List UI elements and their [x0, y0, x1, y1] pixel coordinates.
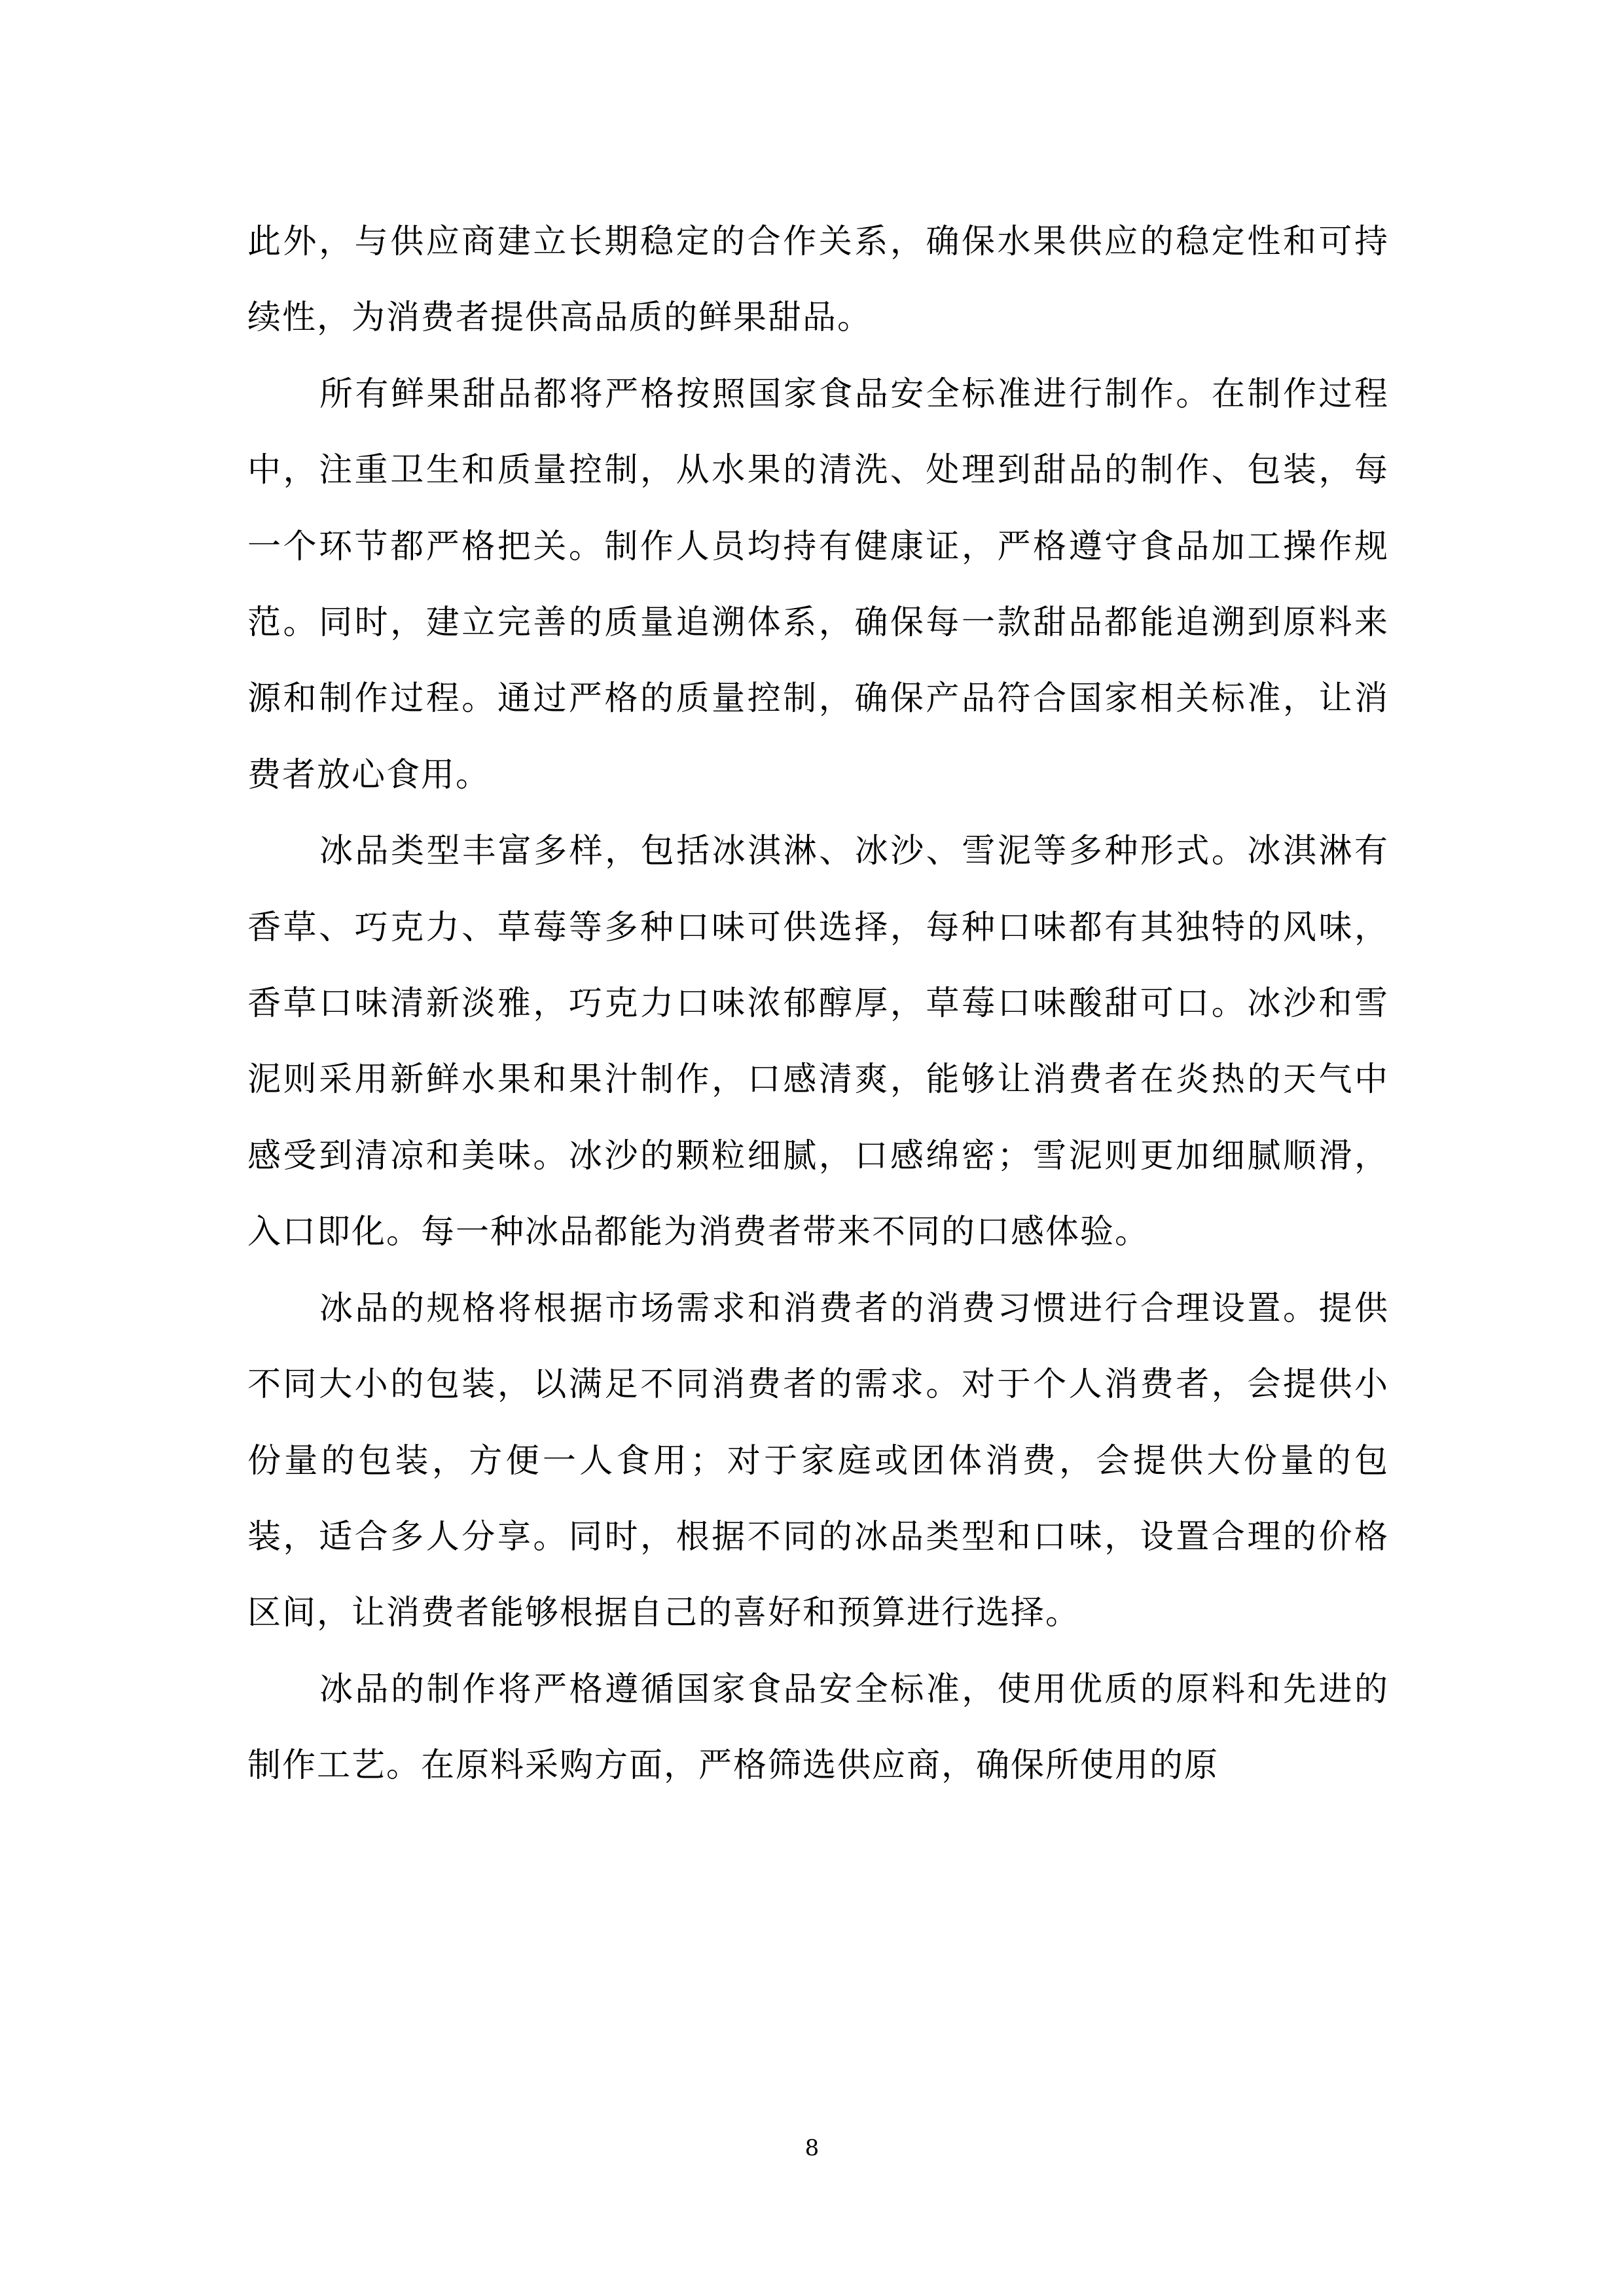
paragraph-5: 冰品的制作将严格遵循国家食品安全标准，使用优质的原料和先进的制作工艺。在原料采购方面，严格筛选供应商，确保所使用的原 [247, 1670, 1389, 1785]
page-number: 8 [804, 2135, 820, 2161]
paragraph-3: 冰品类型丰富多样，包括冰淇淋、冰沙、雪泥等多种形式。冰淇淋有香草、巧克力、草莓等多种口味可供选择，每种口味都有其独特的风味，香草口味清新淡雅，巧克力口味浓郁醇厚，草莓口味酸甜可口。冰沙和雪泥则采用新鲜水果和果汁制作，口感清爽，能够让消费者在炎热的天气中感受到清凉和美味。冰沙的颗粒细腻，口感绵密；雪泥则更加细腻顺滑，入口即化。每一种冰品都能为消费者带来不同的口感体验。 [247, 832, 1389, 1252]
paragraph-2: 所有鲜果甜品都将严格按照国家食品安全标准进行制作。在制作过程中，注重卫生和质量控制，从水果的清洗、处理到甜品的制作、包装，每一个环节都严格把关。制作人员均持有健康证，严格遵守食品加工操作规范。同时，建立完善的质量追溯体系，确保每一款甜品都能追溯到原料来源和制作过程。通过严格的质量控制，确保产品符合国家相关标准，让消费者放心食用。 [247, 374, 1389, 795]
paragraph-1: 此外，与供应商建立长期稳定的合作关系，确保水果供应的稳定性和可持续性，为消费者提供高品质的鲜果甜品。 [247, 223, 1389, 338]
paragraph-4: 冰品的规格将根据市场需求和消费者的消费习惯进行合理设置。提供不同大小的包装，以满足不同消费者的需求。对于个人消费者，会提供小份量的包装，方便一人食用；对于家庭或团体消费，会提供大份量的包装，适合多人分享。同时，根据不同的冰品类型和口味，设置合理的价格区间，让消费者能够根据自己的喜好和预算进行选择。 [247, 1289, 1389, 1633]
body-text [247, 204, 1389, 1804]
